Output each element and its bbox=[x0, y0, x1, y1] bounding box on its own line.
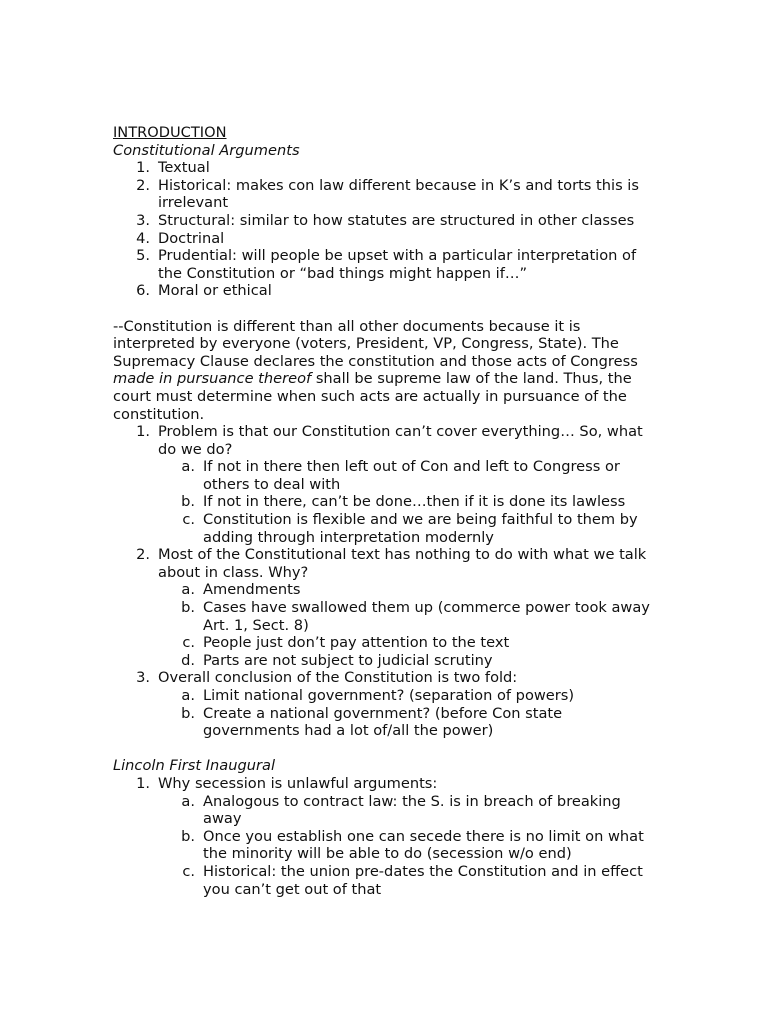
list-marker: 4. bbox=[136, 229, 150, 247]
list-item bbox=[113, 423, 658, 458]
sub-list-item bbox=[113, 634, 658, 652]
sub-list-item-text: If not in there, can’t be done…then if it is done its lawless bbox=[203, 493, 626, 511]
list-marker: 3. bbox=[136, 211, 150, 229]
list-item bbox=[113, 247, 658, 282]
sub-list-marker: c. bbox=[182, 862, 195, 880]
sub-list-item-text: Historical: the union pre-dates the Constitution and in effect you can’t get out of that bbox=[203, 862, 643, 898]
section-title-constitutional-arguments: Constitutional Arguments bbox=[113, 141, 300, 159]
section-title-lincoln-first-inaugural: Lincoln First Inaugural bbox=[113, 757, 275, 775]
sub-list-item bbox=[113, 863, 658, 898]
sub-list-item bbox=[113, 687, 658, 705]
list-item-text: Historical: makes con law different because in K’s and torts this is irrelevant bbox=[158, 176, 639, 212]
constitution-points-list bbox=[113, 423, 658, 740]
list-item-text: Moral or ethical bbox=[158, 282, 272, 300]
supremacy-paragraph bbox=[113, 318, 658, 424]
list-marker: 1. bbox=[136, 159, 150, 177]
sub-list-item-text: People just don’t pay attention to the text bbox=[203, 634, 510, 652]
list-item-text: Doctrinal bbox=[158, 229, 225, 247]
paragraph-text-start: --Constitution is different than all other documents because it is interpreted by everyone (voters, President, VP, Congress, State). The Supremacy Clause declares the constitution and those acts of Congress bbox=[113, 317, 638, 370]
sub-list-marker: d. bbox=[181, 651, 195, 669]
list-marker: 1. bbox=[136, 423, 150, 441]
sub-list-item-text: Create a national government? (before Con state governments had a lot of/all the power) bbox=[203, 704, 563, 740]
paragraph-text-end: shall be supreme law of the land. Thus, the court must determine when such acts are actually in pursuance of the constitution. bbox=[113, 370, 632, 423]
paragraph-emphasis: made in pursuance thereof bbox=[113, 370, 312, 388]
list-item bbox=[113, 230, 658, 248]
list-marker: 2. bbox=[136, 546, 150, 564]
sub-list-item-text: Constitution is flexible and we are being faithful to them by adding through interpretation modernly bbox=[203, 511, 638, 546]
list-item-text: Overall conclusion of the Constitution is two fold: bbox=[158, 669, 518, 687]
sub-list-marker: a. bbox=[181, 458, 195, 476]
sub-list-item bbox=[113, 581, 658, 599]
sub-list-item-text: Amendments bbox=[203, 581, 301, 599]
sub-list-item-text: Analogous to contract law: the S. is in breach of breaking away bbox=[203, 792, 621, 828]
sub-list-item bbox=[113, 511, 658, 546]
sub-list-item bbox=[113, 705, 658, 740]
sub-list-marker: c. bbox=[182, 511, 195, 529]
list-item-text: Structural: similar to how statutes are structured in other classes bbox=[158, 211, 635, 229]
list-marker: 2. bbox=[136, 176, 150, 194]
sub-list-marker: c. bbox=[182, 634, 195, 652]
document-page bbox=[113, 124, 658, 898]
list-item-text: Prudential: will people be upset with a particular interpretation of the Constitution or “bad things might happen if…” bbox=[158, 247, 637, 282]
sub-list-item bbox=[113, 599, 658, 634]
list-item bbox=[113, 159, 658, 177]
sub-list-item bbox=[113, 458, 658, 493]
list-item bbox=[113, 669, 658, 687]
sub-list-marker: a. bbox=[181, 792, 195, 810]
sub-list-marker: b. bbox=[181, 704, 195, 722]
list-item bbox=[113, 546, 658, 581]
list-marker: 1. bbox=[136, 774, 150, 792]
list-item bbox=[113, 212, 658, 230]
sub-list-item bbox=[113, 828, 658, 863]
list-item-text: Textual bbox=[158, 159, 210, 177]
list-item bbox=[113, 282, 658, 300]
list-marker: 6. bbox=[136, 282, 150, 300]
constitutional-arguments-list bbox=[113, 159, 658, 300]
sub-list-marker: a. bbox=[181, 581, 195, 599]
list-marker: 5. bbox=[136, 247, 150, 265]
sub-list-item bbox=[113, 652, 658, 670]
sub-list-item-text: Once you establish one can secede there is no limit on what the minority will be able to do (secession w/o end) bbox=[203, 827, 644, 863]
list-item-text: Why secession is unlawful arguments: bbox=[158, 774, 438, 792]
list-item-text: Most of the Constitutional text has nothing to do with what we talk about in class. Why? bbox=[158, 546, 647, 581]
spacer bbox=[113, 300, 658, 318]
sub-list-marker: b. bbox=[181, 827, 195, 845]
sub-list-item-text: Cases have swallowed them up (commerce power took away Art. 1, Sect. 8) bbox=[203, 599, 650, 634]
list-marker: 3. bbox=[136, 669, 150, 687]
list-item bbox=[113, 177, 658, 212]
lincoln-arguments-list bbox=[113, 775, 658, 898]
spacer bbox=[113, 740, 658, 758]
list-item-text: Problem is that our Constitution can’t cover everything… So, what do we do? bbox=[158, 423, 643, 458]
list-item bbox=[113, 775, 658, 793]
sub-list-item bbox=[113, 793, 658, 828]
sub-list-marker: b. bbox=[181, 493, 195, 511]
sub-list-item-text: Parts are not subject to judicial scrutiny bbox=[203, 651, 493, 669]
sub-list-item-text: If not in there then left out of Con and left to Congress or others to deal with bbox=[203, 458, 620, 493]
sub-list-item-text: Limit national government? (separation of powers) bbox=[203, 687, 575, 704]
document-heading: INTRODUCTION bbox=[113, 124, 227, 141]
sub-list-marker: a. bbox=[181, 687, 195, 704]
sub-list-item bbox=[113, 493, 658, 511]
sub-list-marker: b. bbox=[181, 599, 195, 617]
